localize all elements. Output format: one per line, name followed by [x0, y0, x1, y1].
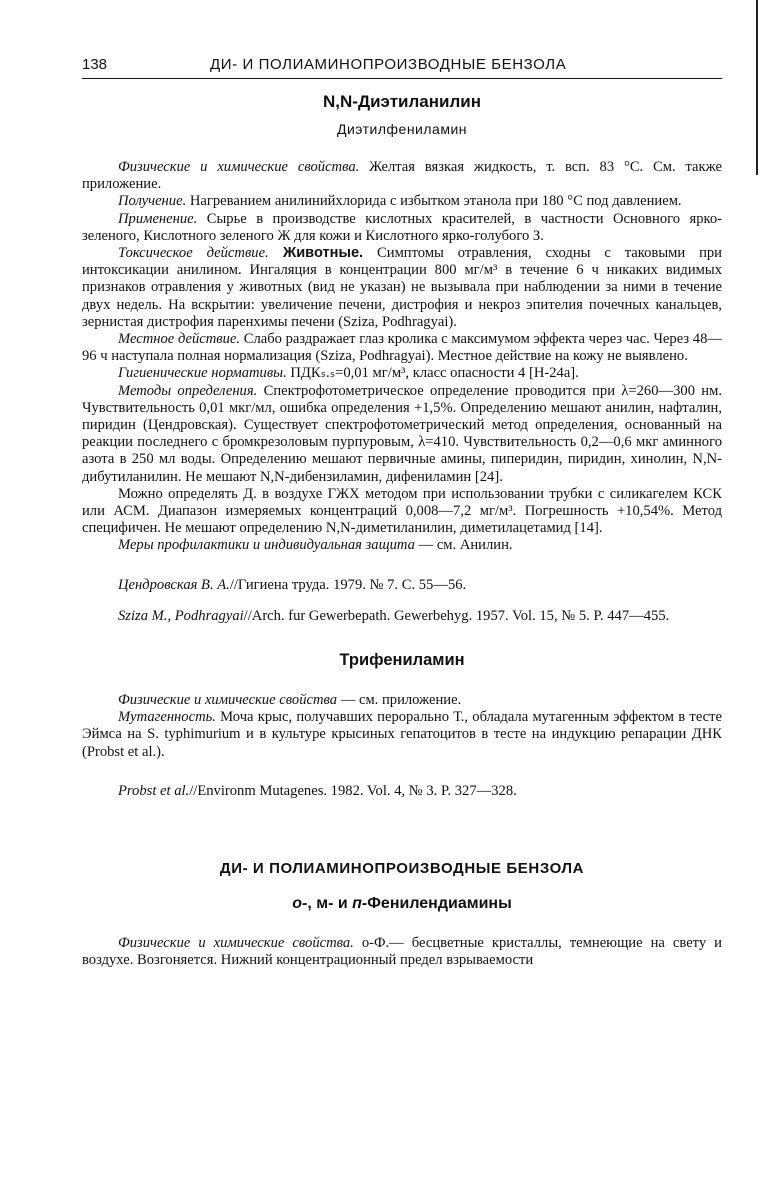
section-synonym: Диэтилфениламин [336, 121, 468, 137]
subtitle-and: и [333, 895, 353, 913]
paragraph-label: Токсическое действие. [118, 245, 269, 262]
reference-entry [82, 783, 722, 800]
paragraph-text: — см. Анилин. [414, 537, 513, 554]
page-edge-rule [756, 0, 758, 175]
section-title-triphenylamine: Трифениламин [339, 651, 465, 670]
reference-source: //Гигиена труда. 1979. № 7. С. 55—56. [229, 576, 467, 593]
paragraph [82, 709, 722, 761]
paragraph-label: Физические и химические свойства. [118, 935, 354, 952]
running-header [82, 52, 722, 79]
paragraph-text: Можно определять Д. в воздухе ГЖХ методом при использовании трубки с силикагелем КСК или АСМ. Диапазон измеряемых концентраций 0,008—7,2 мг/м³. Погрешность +10,54%. Метод специфичен. Не мешают определению N,N-диметиланилин, диметилацетамид [14]. [82, 485, 722, 537]
reference-source: //Environm Mutagenes. 1982. Vol. 4, № 3. P. 327—328. [189, 782, 517, 799]
paragraph-text: Желтая вязкая жидкость, т. всп. 83 °С. См. также приложение. [82, 159, 722, 193]
paragraph-label: Физические и химические свойства [118, 692, 338, 709]
paragraph-text: Симптомы отравления, сходны с таковыми при интоксикации анилином. Ингаляция в концентрации 800 мг/м³ в течение 6 ч никаких видимых признаков отравления у животных (вид не указан) не вызывала при наблюдении за ними в течение двух недель. На вскрытии: увеличение печени, дистрофия и некроз эпителия почечных канальцев, зернистая дистрофия паренхимы печени (Sziza, Podhragyai). [82, 245, 722, 330]
paragraph-label: Меры профилактики и индивидуальная защита [118, 537, 415, 554]
paragraph-label: Применение. [118, 210, 198, 227]
paragraph-label: Получение. [118, 193, 187, 210]
subtitle-name: Фенилендиамины [367, 895, 512, 913]
reference-source: //Arch. fur Gewerbepath. Gewerbehyg. 1957. Vol. 15, № 5. P. 447—455. [243, 607, 670, 624]
subtitle-prefix-m-sep: , м- [307, 895, 334, 913]
paragraph [82, 245, 722, 331]
subtitle-prefix-p: п- [352, 895, 368, 913]
book-page [82, 52, 722, 970]
section2-body [82, 692, 722, 761]
paragraph [82, 692, 722, 709]
paragraph [82, 331, 722, 365]
paragraph [82, 193, 722, 210]
paragraph [82, 159, 722, 193]
reference-authors: Цендровская В. А. [118, 576, 230, 593]
paragraph-text: Нагреванием анилинийхлорида с избытком этанола при 180 °С под давлением. [186, 193, 682, 210]
paragraph [82, 935, 722, 969]
paragraph-text: Спектрофотометрическое определение проводится при λ=260—300 нм. Чувствительность 0,01 мкг/мл, ошибка определения +1,5%. Определению мешают анилин, нафталин, пиридин (Цендровская). Существует спектрофотометрический метод определения, основанный на реакции последнего с бромкрезоловым пурпуровым, λ=410. Чувствительность 0,2—0,6 мкг аминного азота в 250 мл воды. Определению мешают первичные амины, пиперидин, пиридин, хинолин, N,N-дибутиланилин. Не мешают N,N-дибензиламин, дифениламин [24]. [82, 382, 722, 485]
reference-authors: Probst et al. [118, 782, 190, 799]
reference-entry [82, 608, 722, 625]
paragraph [82, 211, 722, 245]
paragraph-text: Сырье в производстве кислотных красителей, в частности Основного ярко-зеленого, Кислотного зеленого Ж для кожи и Кислотного ярко-голубого З. [82, 210, 722, 244]
subtitle-prefix-o: о- [292, 895, 308, 913]
paragraph-text: Моча крыс, получавших перорально Т., обладала мутагенным эффектом в тесте Эймса на S. typhimurium и в культуре крысиных гепатоцитов в тесте на индукцию репарации ДНК (Probst et al.). [82, 709, 722, 760]
section2-references [82, 783, 722, 800]
page-number: 138 [82, 56, 108, 73]
chapter-heading: ДИ- И ПОЛИАМИНОПРОИЗВОДНЫЕ БЕНЗОЛА [219, 860, 585, 878]
section1-body [82, 159, 722, 555]
paragraph-label: Гигиенические нормативы. [118, 365, 287, 382]
reference-authors: Sziza M., Podhragyai [118, 607, 244, 624]
section-title-phenylenediamines [82, 895, 722, 913]
paragraph-label: Мутагенность. [118, 709, 216, 726]
section-title-diethylaniline: N,N-Диэтиланилин [323, 92, 481, 111]
paragraph-text: ПДКₛ.ₛ=0,01 мг/м³, класс опасности 4 [Н-24а]. [286, 365, 579, 382]
paragraph-text: Слабо раздражает глаз кролика с максимумом эффекта через час. Через 48—96 ч наступала полная нормализация (Sziza, Podhragyai). Местное действие на кожу не выявлено. [82, 331, 722, 365]
paragraph [82, 537, 722, 554]
paragraph [82, 486, 722, 538]
paragraph [82, 365, 722, 382]
running-title: ДИ- И ПОЛИАМИНОПРОИЗВОДНЫЕ БЕНЗОЛА [210, 56, 567, 73]
paragraph-bold: Животные. [268, 245, 364, 262]
paragraph-text: о-Ф.— бесцветные кристаллы, темнеющие на свету и воздухе. Возгоняется. Нижний концентрационный предел взрываемости [82, 935, 722, 969]
section1-references [82, 577, 722, 625]
paragraph-text: — см. приложение. [337, 692, 462, 709]
paragraph-label: Физические и химические свойства. [118, 159, 360, 175]
paragraph-label: Методы определения. [118, 382, 258, 399]
reference-entry [82, 577, 722, 594]
paragraph-label: Местное действие. [118, 331, 241, 348]
paragraph [82, 383, 722, 486]
